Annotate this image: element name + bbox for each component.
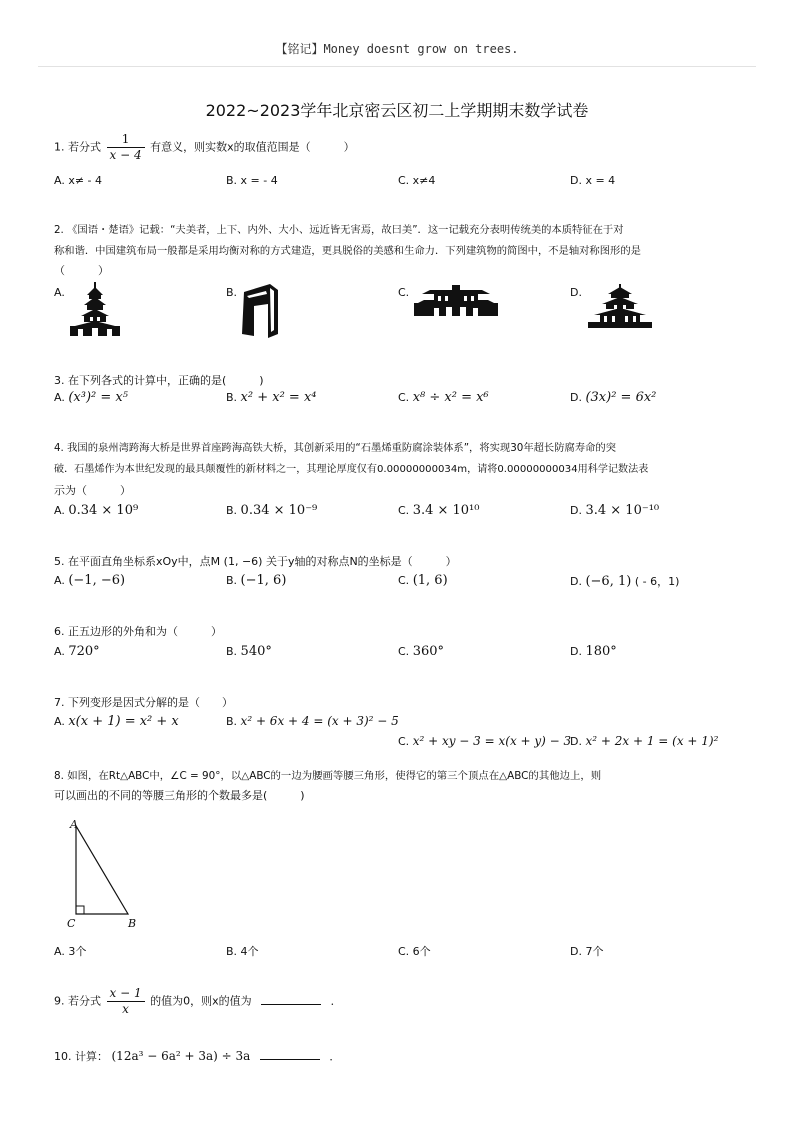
q5-option-b: B. (−1, 6): [226, 573, 287, 588]
q1-fraction: [107, 132, 145, 163]
q3-option-c: C. x⁸ ÷ x² = x⁶: [398, 390, 489, 405]
question-8-line2: 可以画出的不同的等腰三角形的个数最多是( ): [54, 789, 305, 802]
q1-denominator: x − 4: [109, 148, 142, 162]
q6-option-c: C. 360°: [398, 644, 445, 659]
q3-option-b: B. x² + x² = x⁴: [226, 390, 317, 405]
q8-option-b: B. 4个: [226, 945, 259, 958]
q1-option-a: A. x≠ - 4: [54, 174, 103, 187]
q9-fraction: [107, 986, 145, 1017]
q10-pre: 10. 计算：: [54, 1050, 108, 1063]
cctv-tower-icon: [240, 284, 280, 338]
q7-option-c: C. x² + xy − 3 = x(x + y) − 3: [398, 734, 572, 748]
question-4-line2: 破．石墨烯作为本世纪发现的最具颠覆性的新材料之一，其理论厚度仅有0.00000000034m，请将0.00000000034用科学记数法表: [54, 464, 649, 475]
q7-option-b: B. x² + 6x + 4 = (x + 3)² − 5: [226, 714, 399, 728]
q2-option-c-label: C.: [398, 286, 410, 299]
q1-option-d: D. x = 4: [570, 174, 616, 187]
q8-option-d: D. 7个: [570, 945, 604, 958]
question-4-line3: 示为（ ）: [54, 484, 131, 497]
question-9-stem: [54, 986, 342, 1017]
triangle-abc: [76, 826, 128, 914]
q8-option-c: C. 6个: [398, 945, 431, 958]
q3-option-a: A. (x³)² = x⁵: [54, 390, 128, 405]
q5-option-a: A. (−1, −6): [54, 573, 126, 588]
q1-numerator: 1: [107, 132, 145, 148]
question-5-stem: 5. 在平面直角坐标系xOy中，点M (1, −6) 关于y轴的对称点N的坐标是（ ）: [54, 555, 457, 568]
q5-option-c: C. (1, 6): [398, 573, 448, 588]
question-4-line1: 4. 我国的泉州湾跨海大桥是世界首座跨海高铁大桥，其创新采用的“石墨烯重防腐涂装体系”，将实现30年超长防腐寿命的突: [54, 442, 617, 454]
question-10-stem: [54, 1046, 340, 1067]
q1-option-c: C. x≠4: [398, 174, 436, 187]
right-triangle-diagram: [64, 814, 144, 934]
q10-answer-blank[interactable]: [260, 1048, 320, 1060]
question-6-stem: 6. 正五边形的外角和为（ ）: [54, 625, 222, 638]
q9-denominator: x: [122, 1002, 129, 1016]
page-header: 【铭记】Money doesnt grow on trees.: [275, 42, 519, 56]
q10-expression: (12a³ − 6a² + 3a) ÷ 3a: [111, 1049, 251, 1063]
q2-option-a-label: A.: [54, 286, 65, 299]
q2-option-b-label: B.: [226, 286, 238, 299]
tiananmen-gate-icon: [414, 284, 498, 316]
q6-option-a: A. 720°: [54, 644, 100, 659]
header-divider: [38, 66, 756, 67]
question-3-stem: 3. 在下列各式的计算中，正确的是( ): [54, 374, 264, 387]
q9-post: 的值为0，则x的值为: [150, 994, 252, 1008]
question-1-stem: [54, 132, 355, 163]
q4-option-c: C. 3.4 × 10¹⁰: [398, 503, 480, 518]
q8-option-a: A. 3个: [54, 945, 87, 958]
q5-option-d: D. (−6, 1) ( - 6，1): [570, 574, 680, 589]
question-8-line1: 8. 如图，在Rt△ABC中，∠C = 90°，以△ABC的一边为腰画等腰三角形，使得它的第三个顶点在△ABC的其他边上，则: [54, 770, 602, 782]
q3-option-d: D. (3x)² = 6x²: [570, 390, 657, 405]
q2-option-d-label: D.: [570, 286, 582, 299]
q9-pre: 9. 若分式: [54, 994, 101, 1008]
q4-option-d: D. 3.4 × 10⁻¹⁰: [570, 503, 660, 518]
q9-end: ．: [330, 994, 342, 1008]
q9-numerator: x − 1: [107, 986, 145, 1002]
temple-of-heaven-icon: [588, 284, 652, 328]
question-2-line2: 称和谐．中国建筑布局一般都是采用均衡对称的方式建造，更具脱俗的美感和生命力．下列建筑物的简图中，不是轴对称图形的是: [54, 245, 641, 257]
q6-option-b: B. 540°: [226, 644, 272, 659]
q6-option-d: D. 180°: [570, 644, 617, 659]
q1-option-b: B. x = - 4: [226, 174, 278, 187]
right-angle-mark: [76, 906, 84, 914]
q9-answer-blank[interactable]: [261, 993, 321, 1005]
pagoda-tower-icon: [70, 282, 120, 336]
vertex-c-label: C: [67, 917, 76, 930]
question-7-stem: 7. 下列变形是因式分解的是（ ）: [54, 696, 233, 709]
question-2-line1: 2. 《国语・楚语》记载：“夫美者，上下、内外、大小、远近皆无害焉，故曰美”．这一记载充分表明传统美的本质特征在于对: [54, 224, 624, 236]
q1-post: 有意义，则实数x的取值范围是（ ）: [150, 140, 355, 154]
vertex-b-label: B: [128, 917, 137, 930]
page-title: 2022~2023学年北京密云区初二上学期期末数学试卷: [205, 101, 589, 120]
question-2-line3: （ ）: [54, 264, 109, 277]
q7-option-d: D. x² + 2x + 1 = (x + 1)²: [570, 734, 719, 748]
q1-pre: 1. 若分式: [54, 140, 101, 154]
q4-option-b: B. 0.34 × 10⁻⁹: [226, 503, 318, 518]
vertex-a-label: A: [70, 818, 78, 831]
q10-end: ．: [329, 1050, 341, 1063]
q7-option-a: A. x(x + 1) = x² + x: [54, 714, 179, 729]
q4-option-a: A. 0.34 × 10⁹: [54, 503, 139, 518]
